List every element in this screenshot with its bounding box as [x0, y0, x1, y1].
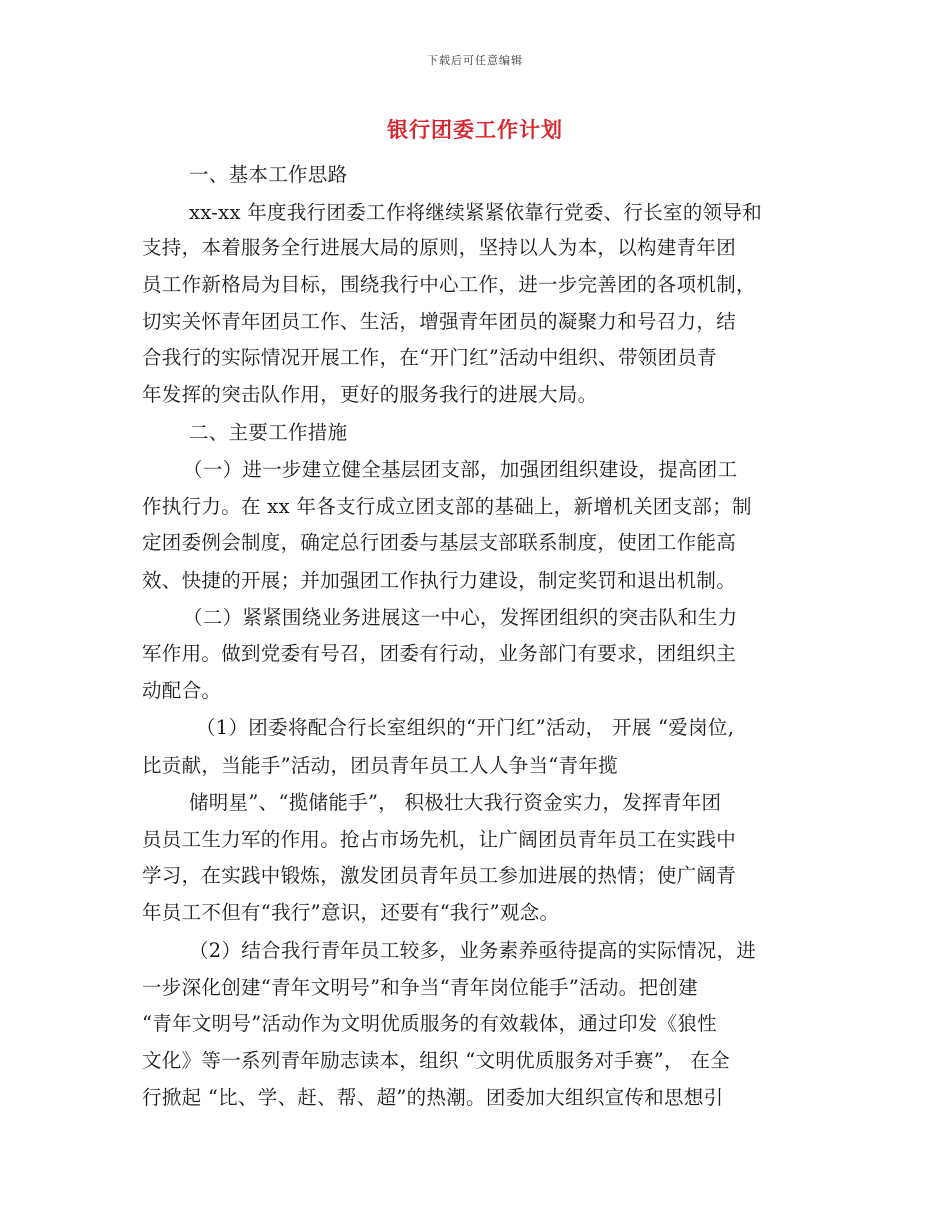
paragraph-line: （2）结合我行青年员工较多，业务素养亟待提高的实际情况，进: [189, 939, 757, 962]
paragraph-line: 支持，本着服务全行进展大局的原则，坚持以人为本，以构建青年团: [142, 236, 737, 259]
section-heading-1: 一、基本工作思路: [189, 163, 348, 186]
paragraph-line: 比贡献，当能手”活动，团员青年员工人人争当“青年揽: [142, 754, 618, 777]
paragraph-line: 作执行力。在 xx 年各支行成立团支部的基础上，新增机关团支部；制: [142, 495, 752, 518]
paragraph-line: 合我行的实际情况开展工作，在“开门红”活动中组织、带领团员青: [142, 346, 717, 369]
paragraph-line: 切实关怀青年团员工作、生活，增强青年团员的凝聚力和号召力，结: [142, 310, 737, 333]
paragraph-line: 行掀起 “比、学、赶、帮、超”的热潮。团委加大组织宣传和思想引: [142, 1086, 724, 1109]
paragraph-line: 效、快捷的开展；并加强团工作执行力建设，制定奖罚和退出机制。: [142, 569, 737, 592]
paragraph-line: 一步深化创建“青年文明号”和争当“青年岗位能手”活动。把创建: [142, 976, 698, 999]
paragraph-line: （一）进一步建立健全基层团支部，加强团组织建设，提高团工: [183, 458, 738, 481]
paragraph-line: 文化》等一系列青年励志读本，组织 “文明优质服务对手赛”， 在全: [142, 1049, 730, 1072]
section-heading-2: 二、主要工作措施: [189, 421, 348, 444]
header-note: 下载后可任意编辑: [427, 54, 523, 67]
paragraph-line: 军作用。做到党委有号召，团委有行动，业务部门有要求，团组织主: [142, 642, 737, 665]
paragraph-line: （二）紧紧围绕业务进展这一中心，发挥团组织的突击队和生力: [183, 606, 738, 629]
paragraph-line: “青年文明号”活动作为文明优质服务的有效载体，通过印发《狼性: [142, 1012, 717, 1035]
paragraph-line: 储明星”、“揽储能手”， 积极壮大我行资金实力，发挥青年团: [189, 791, 722, 814]
paragraph-line: 动配合。: [142, 679, 222, 702]
paragraph-line: 员员工生力军的作用。抢占市场先机，让广阔团员青年员工在实践中: [142, 828, 737, 851]
paragraph-line: （1）团委将配合行长室组织的“开门红”活动， 开展 “爱岗位,: [196, 716, 735, 739]
paragraph-line: 年员工不但有“我行”意识，还要有“我行”观念。: [142, 901, 560, 924]
paragraph-line: xx-xx 年度我行团委工作将继续紧紧依靠行党委、行长室的领导和: [189, 201, 763, 224]
paragraph-line: 学习，在实践中锻炼，激发团员青年员工参加进展的热情；使广阔青: [142, 864, 737, 887]
paragraph-line: 员工作新格局为目标，围绕我行中心工作，进一步完善团的各项机制，: [142, 273, 756, 296]
paragraph-line: 年发挥的突击队作用，更好的服务我行的进展大局。: [142, 383, 598, 406]
paragraph-line: 定团委例会制度，确定总行团委与基层支部联系制度，使团工作能高: [142, 531, 737, 554]
document-title: 银行团委工作计划: [387, 117, 563, 142]
